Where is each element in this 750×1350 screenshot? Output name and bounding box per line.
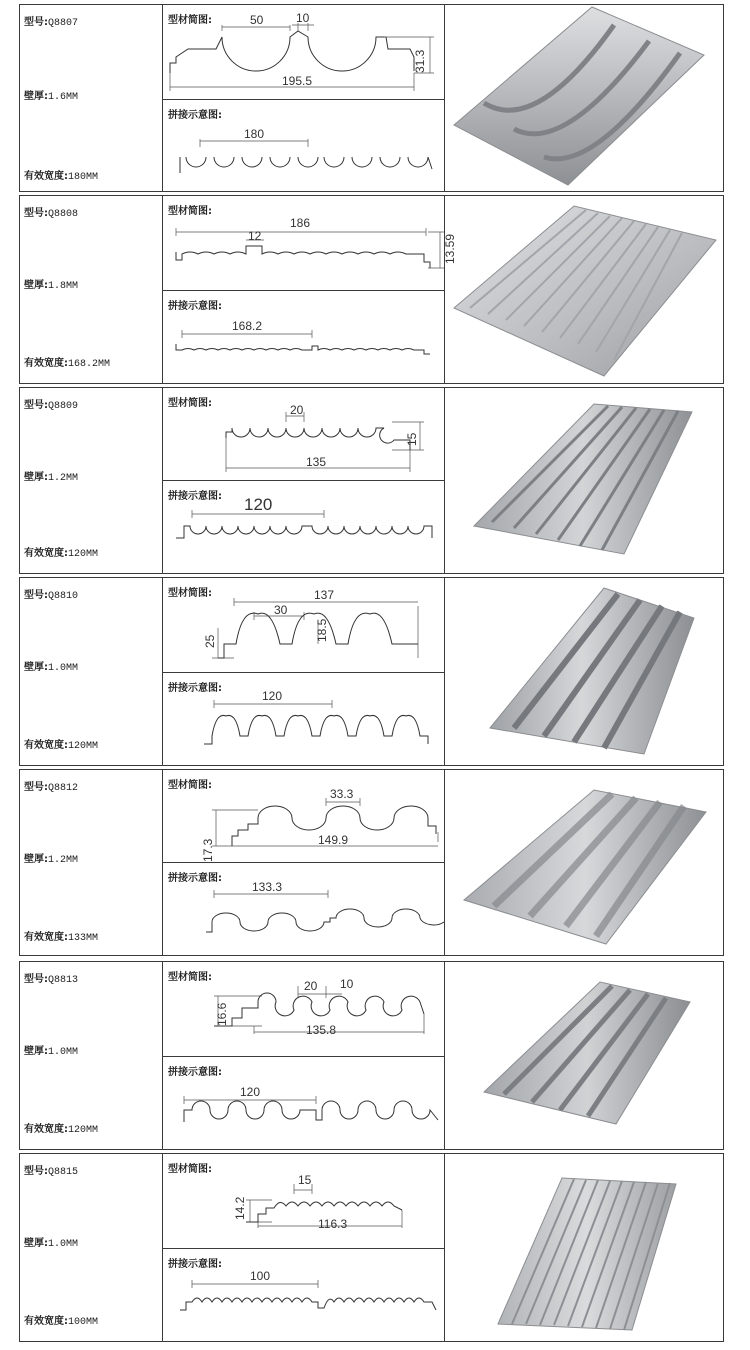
dim-label: 20 (290, 403, 304, 417)
joint-label: 拼接示意图: (168, 491, 222, 502)
dim-label: 195.5 (282, 74, 313, 88)
thickness-row: 壁厚:1.2MM (24, 854, 79, 866)
product-info (20, 962, 163, 1149)
model-value: Q8807 (48, 18, 79, 29)
drawings (162, 770, 445, 955)
product-photo (444, 770, 723, 955)
thickness-row: 壁厚:1.0MM (24, 1046, 79, 1058)
panel-photo (444, 388, 723, 573)
dim-label: 180 (244, 127, 265, 141)
thickness-row: 壁厚:1.0MM (24, 662, 79, 674)
joint-label: 拼接示意图: (168, 1067, 222, 1078)
dim-label: 25 (203, 634, 217, 648)
product-info (20, 388, 163, 573)
dim-label: 135.8 (306, 1023, 337, 1037)
joint-drawing (162, 99, 444, 193)
joint-label: 拼接示意图: (168, 301, 222, 312)
panel-photo (444, 5, 723, 191)
width-row: 有效宽度:120MM (24, 740, 99, 752)
thickness-value: 1.6MM (48, 92, 79, 103)
thickness-value: 1.0MM (48, 663, 79, 674)
width-row: 有效宽度:120MM (24, 1124, 99, 1136)
product-photo (444, 1154, 723, 1341)
drawings (162, 388, 445, 573)
product-block-q8815 (19, 1153, 724, 1342)
dim-label: 186 (290, 216, 311, 230)
dim-label: 116.3 (318, 1217, 348, 1231)
width-value: 120MM (68, 741, 99, 752)
model-row: 型号:Q8813 (24, 974, 79, 986)
dim-label: 120 (240, 1085, 261, 1099)
dim-label: 15 (298, 1173, 312, 1187)
dim-label: 133.3 (252, 880, 283, 894)
dim-label: 33.3 (330, 787, 354, 801)
dim-label: 31.3 (413, 49, 427, 73)
thickness-row: 壁厚:1.8MM (24, 280, 79, 292)
joint-drawing (162, 672, 444, 767)
width-row: 有效宽度:168.2MM (24, 358, 111, 370)
product-info (20, 5, 163, 191)
section-label: 型材简图: (168, 1164, 212, 1175)
joint-drawing (162, 862, 444, 957)
model-row: 型号:Q8812 (24, 782, 79, 794)
dim-label: 137 (314, 588, 335, 602)
panel-photo (444, 578, 723, 765)
product-block-q8808 (19, 195, 724, 384)
width-value: 100MM (68, 1317, 99, 1328)
joint-drawing (162, 1056, 444, 1151)
dim-label: 12 (248, 229, 262, 243)
width-row: 有效宽度:133MM (24, 932, 99, 944)
width-value: 168.2MM (68, 359, 111, 370)
product-block-q8812 (19, 769, 724, 956)
width-row: 有效宽度:180MM (24, 171, 99, 183)
section-drawing (162, 5, 444, 99)
section-drawing (162, 770, 444, 862)
joint-drawing (162, 1248, 444, 1343)
model-row: 型号:Q8808 (24, 208, 79, 220)
thickness-value: 1.2MM (48, 855, 79, 866)
drawings (162, 196, 457, 383)
model-value: Q8810 (48, 591, 79, 602)
model-value: Q8815 (48, 1167, 79, 1178)
thickness-row: 壁厚:1.0MM (24, 1238, 79, 1250)
panel-photo (444, 196, 723, 383)
panel-photo (444, 1154, 723, 1341)
thickness-value: 1.0MM (48, 1047, 79, 1058)
section-label: 型材简图: (168, 398, 212, 409)
drawings (162, 962, 445, 1149)
product-photo (444, 578, 723, 765)
dim-label: 135 (306, 455, 327, 469)
dim-label: 168.2 (232, 319, 263, 333)
width-value: 180MM (68, 172, 99, 183)
product-block-q8807 (19, 4, 724, 192)
section-drawing (162, 388, 444, 480)
thickness-value: 1.2MM (48, 473, 79, 484)
width-row: 有效宽度:100MM (24, 1316, 99, 1328)
model-value: Q8809 (48, 401, 79, 412)
model-row: 型号:Q8810 (24, 590, 79, 602)
dim-label: 30 (274, 603, 288, 617)
model-row: 型号:Q8809 (24, 400, 79, 412)
section-drawing (162, 196, 457, 290)
drawings (162, 578, 445, 765)
dim-label: 14.2 (233, 1196, 247, 1220)
dim-label: 16.6 (215, 1002, 229, 1026)
section-label: 型材简图: (168, 780, 212, 791)
product-info (20, 770, 163, 955)
thickness-value: 1.0MM (48, 1239, 79, 1250)
section-label: 型材简图: (168, 588, 212, 599)
section-drawing (162, 962, 444, 1056)
width-value: 133MM (68, 933, 99, 944)
joint-drawing (162, 290, 444, 385)
joint-label: 拼接示意图: (168, 683, 222, 694)
model-value: Q8813 (48, 975, 79, 986)
thickness-row: 壁厚:1.6MM (24, 91, 79, 103)
joint-label: 拼接示意图: (168, 873, 222, 884)
width-row: 有效宽度:120MM (24, 548, 99, 560)
dim-label: 17.3 (201, 838, 215, 862)
joint-label: 拼接示意图: (168, 1259, 222, 1270)
product-photo (444, 388, 723, 573)
panel-photo (444, 962, 723, 1149)
section-drawing (162, 1154, 444, 1248)
product-photo (444, 196, 723, 383)
product-info (20, 196, 163, 383)
joint-drawing (162, 480, 444, 575)
dim-label: 10 (296, 11, 310, 25)
product-info (20, 1154, 163, 1341)
product-photo (444, 962, 723, 1149)
drawings (162, 5, 445, 191)
thickness-row: 壁厚:1.2MM (24, 472, 79, 484)
product-info (20, 578, 163, 765)
panel-photo (444, 770, 723, 955)
section-label: 型材简图: (168, 15, 212, 26)
thickness-value: 1.8MM (48, 281, 79, 292)
joint-label: 拼接示意图: (168, 110, 222, 121)
dim-label: 50 (250, 13, 264, 27)
dim-label: 18.5 (315, 618, 329, 642)
drawings (162, 1154, 445, 1341)
dim-label: 149.9 (318, 833, 349, 847)
section-drawing (162, 578, 444, 672)
model-row: 型号:Q8807 (24, 17, 79, 29)
product-photo (444, 5, 723, 191)
dim-label: 100 (250, 1269, 271, 1283)
section-label: 型材简图: (168, 972, 212, 983)
product-block-q8810 (19, 577, 724, 766)
dim-label: 13.59 (443, 233, 457, 264)
width-value: 120MM (68, 1125, 99, 1136)
dim-label: 120 (244, 495, 273, 514)
dim-label: 10 (340, 977, 354, 991)
section-label: 型材简图: (168, 206, 212, 217)
model-row: 型号:Q8815 (24, 1166, 79, 1178)
model-value: Q8812 (48, 783, 79, 794)
product-block-q8809 (19, 387, 724, 574)
width-value: 120MM (68, 549, 99, 560)
dim-label: 15 (405, 432, 419, 446)
product-block-q8813 (19, 961, 724, 1150)
dim-label: 120 (262, 689, 283, 703)
model-value: Q8808 (48, 209, 79, 220)
dim-label: 20 (304, 979, 318, 993)
